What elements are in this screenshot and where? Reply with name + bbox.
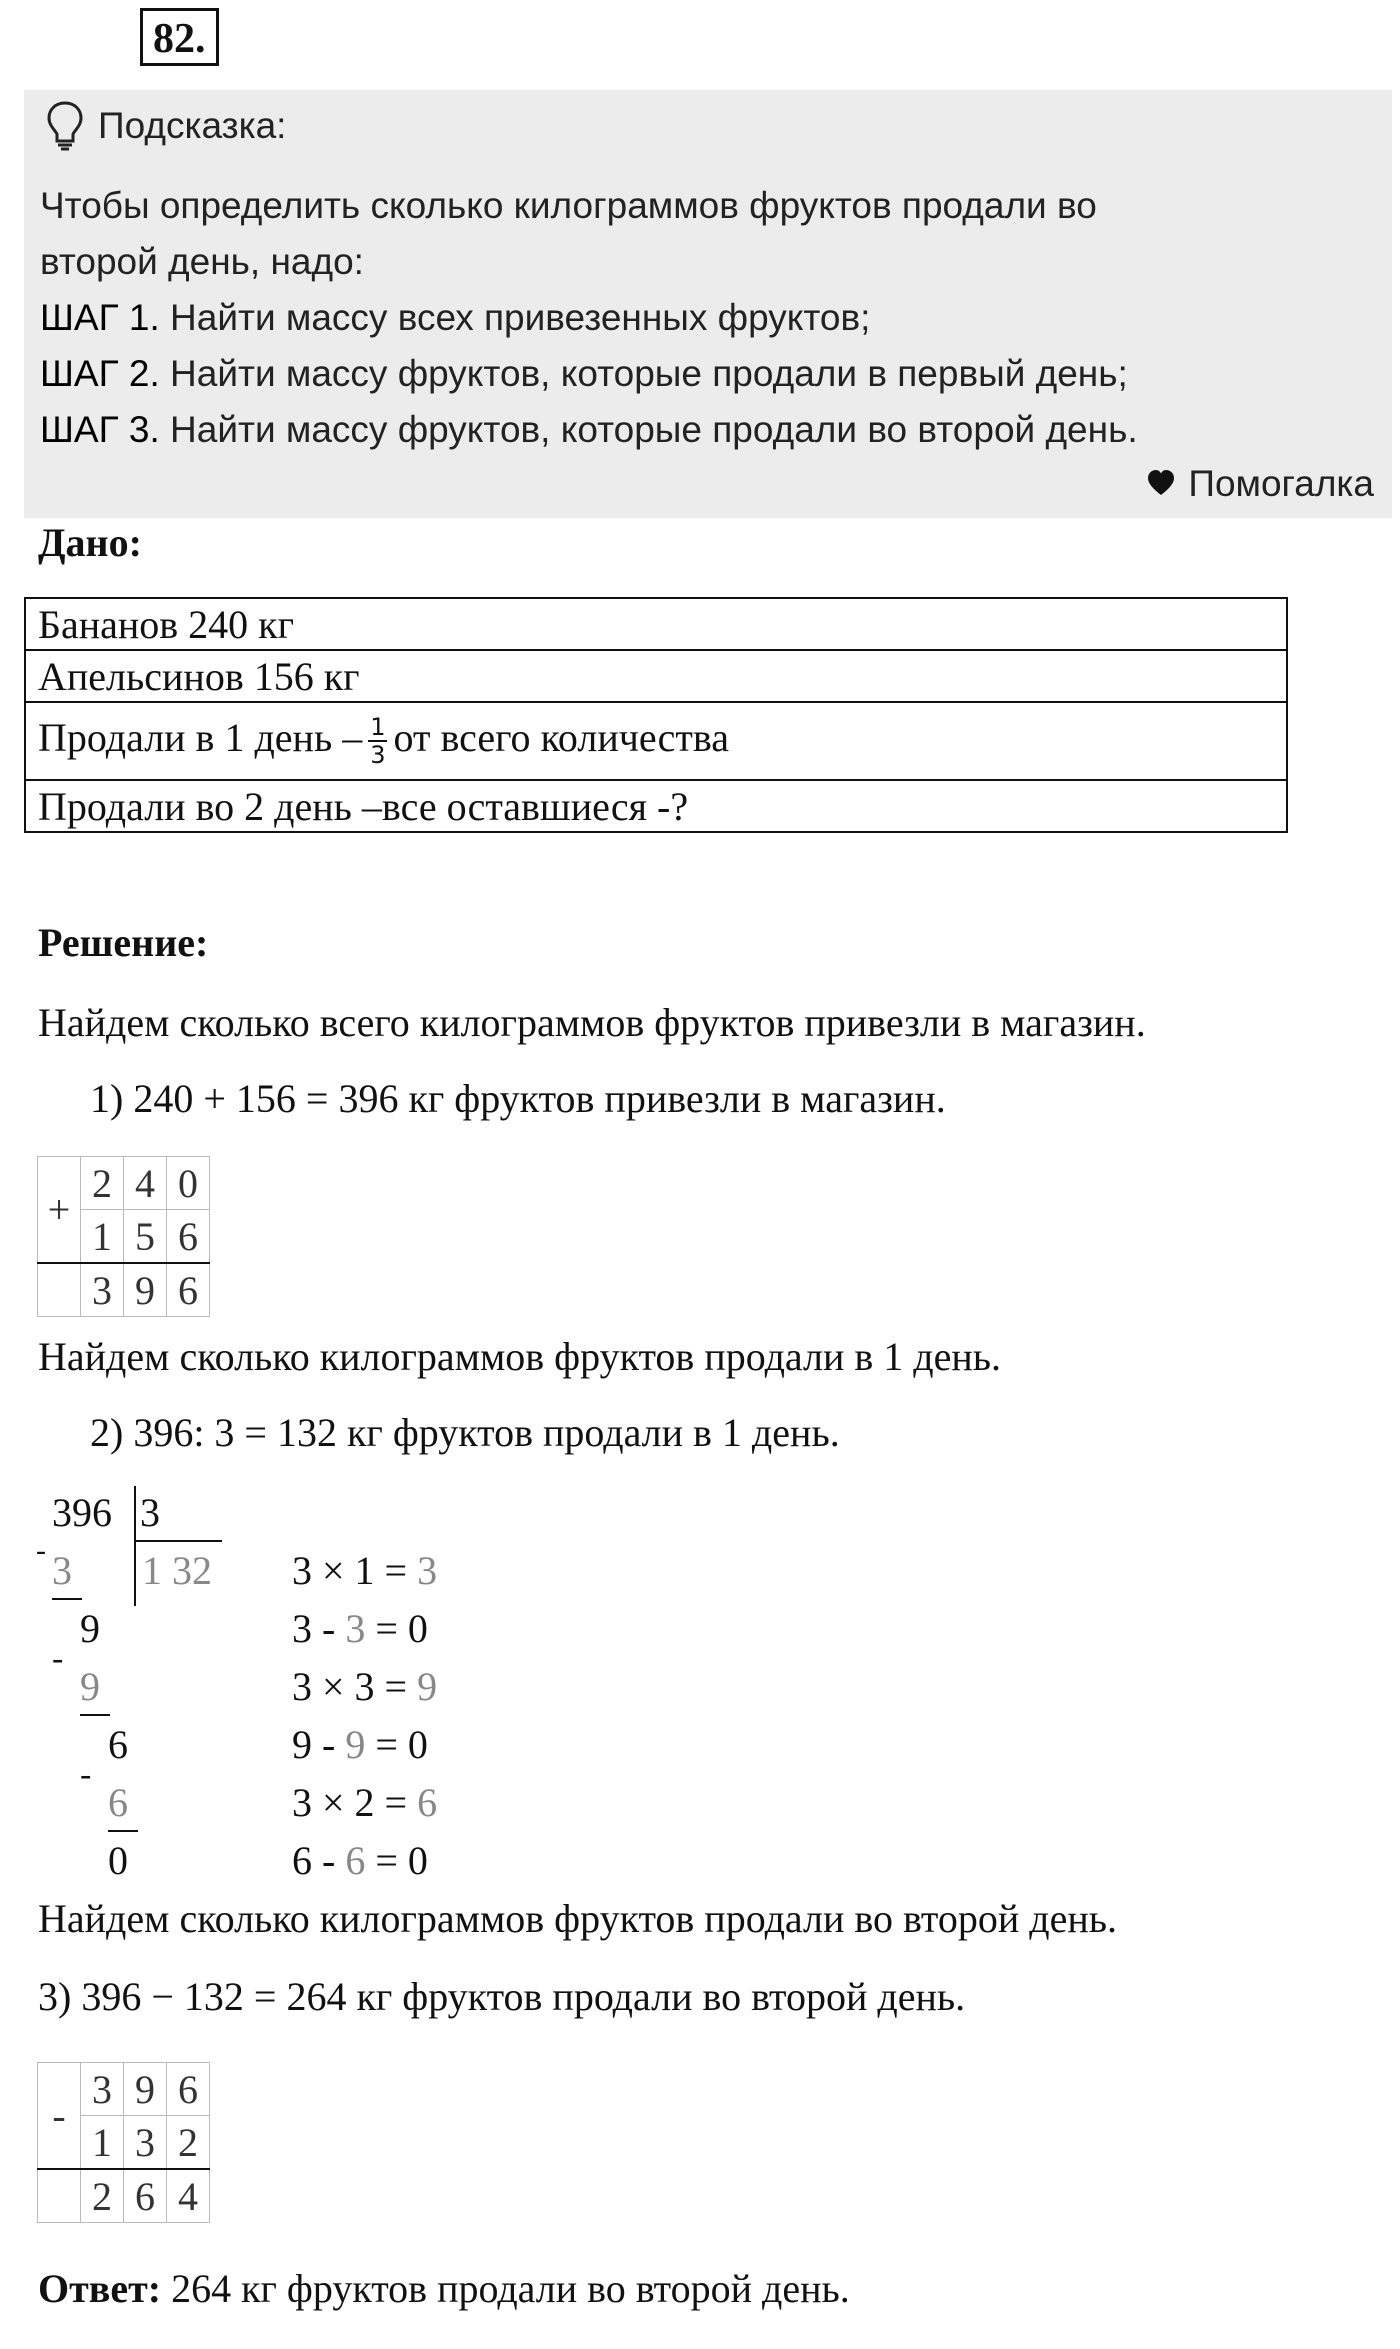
add-result-digit: 6	[167, 1263, 210, 1317]
hint-line-1: Чтобы определить сколько килограммов фруктов продали во	[40, 185, 1097, 226]
add-digit: 2	[81, 1157, 124, 1210]
hint-panel	[24, 90, 1392, 518]
check-gray: 6	[345, 1838, 366, 1883]
division-step: 6	[108, 1780, 128, 1825]
sub-digit: 3	[124, 2116, 167, 2170]
sub-digit: 3	[81, 2063, 124, 2116]
check-text: = 0	[365, 1722, 428, 1767]
given-day2: Продали во 2 день –все оставшиеся -?	[25, 780, 1287, 832]
helper-label: Помогалка	[1188, 463, 1374, 504]
sub-digit: 2	[167, 2116, 210, 2170]
hint-step-3	[40, 408, 1138, 452]
plus-sign: +	[38, 1157, 81, 1264]
check-gray: 3	[417, 1548, 438, 1593]
given-oranges: Апельсинов 156 кг	[25, 650, 1287, 702]
add-digit: 6	[167, 1210, 210, 1264]
division-step: 6	[108, 1722, 128, 1767]
division-step: 9	[80, 1606, 100, 1651]
step-2-label: ШАГ 2.	[40, 353, 160, 394]
given-day1	[25, 702, 1287, 780]
quotient: 1 32	[142, 1548, 212, 1593]
add-digit: 4	[124, 1157, 167, 1210]
solution-heading: Решение:	[38, 920, 209, 965]
solution-text-2: Найдем сколько килограммов фруктов продали в 1 день.	[38, 1334, 1002, 1379]
check-gray: 9	[345, 1722, 366, 1767]
division-bar	[134, 1486, 136, 1606]
add-result-digit: 9	[124, 1263, 167, 1317]
sub-result-digit: 6	[124, 2169, 167, 2223]
given-day1-after: от всего количества	[393, 714, 729, 760]
division-underline	[80, 1714, 110, 1716]
check-gray: 6	[417, 1780, 438, 1825]
check-text: 3 -	[292, 1606, 346, 1651]
lightbulb-icon	[46, 100, 84, 152]
add-result-digit: 3	[81, 1263, 124, 1317]
answer-label: Ответ:	[38, 2266, 162, 2311]
divisor-underline	[134, 1540, 222, 1542]
subtraction-grid	[37, 2062, 210, 2223]
check-text: 3 × 3 =	[292, 1664, 418, 1709]
add-digit: 0	[167, 1157, 210, 1210]
division-underline	[52, 1598, 82, 1600]
step-1-label: ШАГ 1.	[40, 297, 160, 338]
dividend: 396	[52, 1490, 112, 1535]
solution-text-3: Найдем сколько килограммов фруктов продали во второй день.	[38, 1896, 1118, 1941]
addition-grid	[37, 1156, 210, 1317]
sub-digit: 9	[124, 2063, 167, 2116]
step-1-text: Найти массу всех привезенных фруктов;	[159, 297, 871, 338]
given-heading: Дано:	[38, 520, 142, 565]
solution-step-2: 2) 396: 3 = 132 кг фруктов продали в 1 день.	[90, 1410, 840, 1455]
solution-step-3: 3) 396 − 132 = 264 кг фруктов продали во второй день.	[38, 1974, 966, 2019]
given-table	[24, 597, 1288, 833]
check-line	[292, 1664, 437, 1710]
fraction-numerator: 1	[370, 713, 386, 742]
minus-sign: -	[38, 2063, 81, 2170]
hint-step-2	[40, 352, 1128, 396]
check-text: 3 × 2 =	[292, 1780, 418, 1825]
step-3-text: Найти массу фруктов, которые продали во второй день.	[159, 409, 1138, 450]
check-gray: 9	[417, 1664, 438, 1709]
answer-text: 264 кг фруктов продали во второй день.	[161, 2266, 850, 2311]
minus-sign: -	[52, 1640, 64, 1677]
check-text: = 0	[365, 1606, 428, 1651]
fraction-denominator: 3	[370, 741, 386, 770]
division-underline	[108, 1830, 138, 1832]
sub-digit: 6	[167, 2063, 210, 2116]
check-line	[292, 1606, 428, 1652]
division-step: 9	[80, 1664, 100, 1709]
add-digit: 5	[124, 1210, 167, 1264]
sub-empty-cell	[38, 2169, 81, 2223]
sub-result-digit: 4	[167, 2169, 210, 2223]
add-empty-cell	[38, 1263, 81, 1317]
step-2-text: Найти массу фруктов, которые продали в первый день;	[159, 353, 1128, 394]
check-text: = 0	[365, 1838, 428, 1883]
hint-step-1	[40, 296, 870, 340]
given-bananas: Бананов 240 кг	[25, 598, 1287, 650]
check-text: 3 × 1 =	[292, 1548, 418, 1593]
given-day1-before: Продали в 1 день –	[38, 714, 363, 760]
solution-text-1: Найдем сколько всего килограммов фруктов привезли в магазин.	[38, 1000, 1146, 1045]
check-line	[292, 1548, 437, 1594]
solution-step-1: 1) 240 + 156 = 396 кг фруктов привезли в магазин.	[90, 1076, 946, 1121]
problem-number: 82.	[140, 8, 219, 66]
sub-digit: 1	[81, 2116, 124, 2170]
sub-result-digit: 2	[81, 2169, 124, 2223]
check-gray: 3	[345, 1606, 366, 1651]
helper-link[interactable]	[1146, 462, 1374, 506]
check-text: 9 -	[292, 1722, 346, 1767]
hint-line-2: второй день, надо:	[40, 241, 364, 282]
minus-sign: -	[80, 1756, 92, 1793]
step-3-label: ШАГ 3.	[40, 409, 160, 450]
answer	[38, 2266, 850, 2312]
check-line	[292, 1722, 428, 1768]
heart-icon	[1146, 468, 1176, 498]
check-line	[292, 1780, 437, 1826]
check-line	[292, 1838, 428, 1884]
minus-sign: -	[36, 1534, 46, 1567]
check-text: 6 -	[292, 1838, 346, 1883]
add-digit: 1	[81, 1210, 124, 1264]
divisor: 3	[140, 1490, 160, 1535]
hint-title: Подсказка:	[98, 105, 287, 146]
division-step: 3	[52, 1548, 72, 1593]
fraction-one-third	[368, 714, 387, 768]
division-step: 0	[108, 1838, 128, 1883]
